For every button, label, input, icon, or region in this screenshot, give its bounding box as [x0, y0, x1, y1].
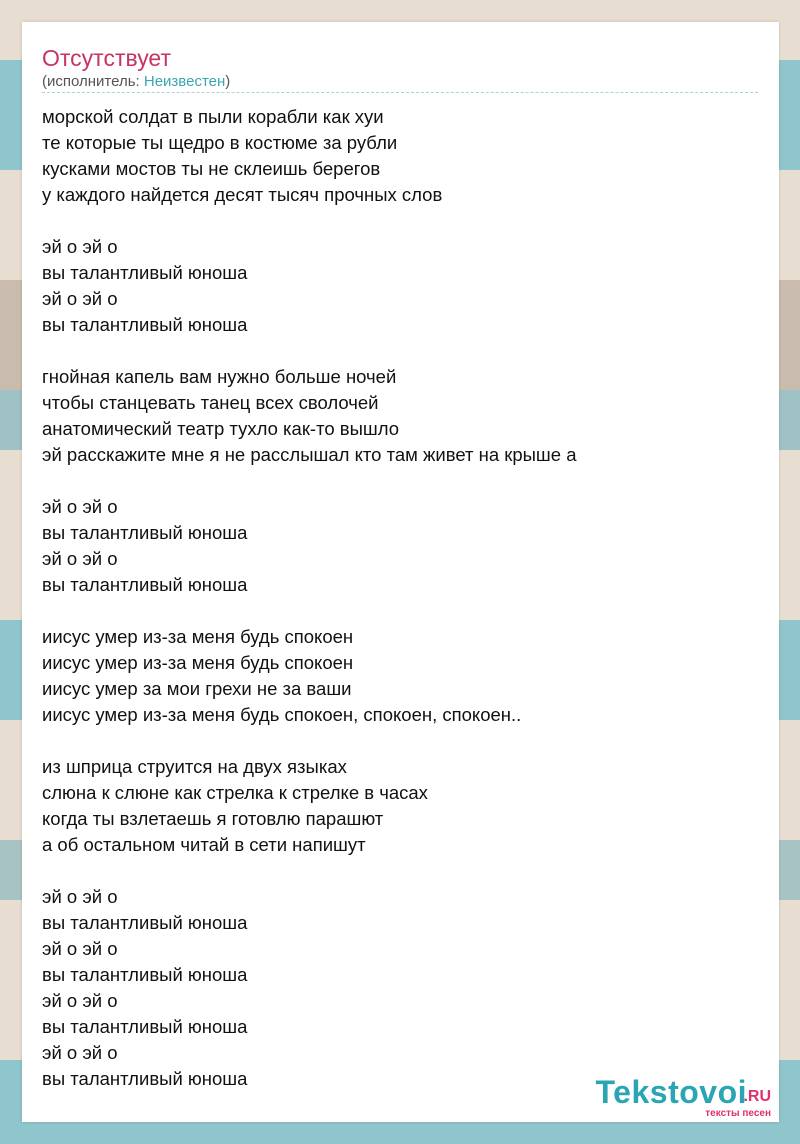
lyric-line: из шприца струится на двух языках: [42, 756, 347, 777]
artist-link[interactable]: Неизвестен: [143, 73, 226, 90]
lyric-line: эй о эй о: [42, 288, 118, 309]
lyrics-card: [22, 22, 779, 1122]
artist-line: [42, 73, 230, 91]
lyric-blank-line: [42, 598, 577, 624]
lyric-blank-line: [42, 858, 577, 884]
lyric-line: гнойная капель вам нужно больше ночей: [42, 366, 397, 387]
lyric-blank-line: [42, 468, 577, 494]
lyric-blank-line: [42, 208, 577, 234]
lyric-line: когда ты взлетаешь я готовлю парашют: [42, 808, 384, 829]
lyric-line: кусками мостов ты не склеишь берегов: [42, 158, 381, 179]
song-title: Отсутствует: [42, 45, 171, 71]
lyric-blank-line: [42, 728, 577, 754]
lyric-line: те которые ты щедро в костюме за рубли: [42, 132, 398, 153]
logo-subtitle: тексты песен: [705, 1108, 771, 1119]
lyric-line: эй о эй о: [42, 496, 118, 517]
lyric-line: вы талантливый юноша: [42, 262, 248, 283]
lyric-line: эй расскажите мне я не расслышал кто там живет на крыше а: [42, 444, 577, 465]
lyric-line: у каждого найдется десят тысяч прочных слов: [42, 184, 443, 205]
lyric-line: иисус умер из-за меня будь спокоен, спокоен, спокоен..: [42, 704, 522, 725]
lyric-line: вы талантливый юноша: [42, 1016, 248, 1037]
title-divider: [42, 92, 758, 93]
logo-tld: .RU: [743, 1088, 771, 1105]
lyric-line: вы талантливый юноша: [42, 574, 248, 595]
lyric-line: вы талантливый юноша: [42, 964, 248, 985]
site-logo[interactable]: [569, 1074, 779, 1118]
artist-suffix: ): [225, 73, 231, 90]
lyric-line: анатомический театр тухло как-то вышло: [42, 418, 400, 439]
lyric-line: чтобы станцевать танец всех сволочей: [42, 392, 379, 413]
lyric-line: эй о эй о: [42, 548, 118, 569]
lyric-line: вы талантливый юноша: [42, 1068, 248, 1089]
lyric-line: эй о эй о: [42, 990, 118, 1011]
lyric-line: эй о эй о: [42, 236, 118, 257]
logo-brand: Tekstovoi: [595, 1074, 747, 1110]
lyric-line: вы талантливый юноша: [42, 314, 248, 335]
lyric-line: иисус умер из-за меня будь спокоен: [42, 626, 354, 647]
lyric-line: эй о эй о: [42, 1042, 118, 1063]
lyric-line: эй о эй о: [42, 886, 118, 907]
artist-prefix: (исполнитель:: [42, 73, 144, 90]
lyric-line: вы талантливый юноша: [42, 912, 248, 933]
lyric-line: иисус умер за мои грехи не за ваши: [42, 678, 352, 699]
lyric-line: иисус умер из-за меня будь спокоен: [42, 652, 354, 673]
lyric-line: эй о эй о: [42, 938, 118, 959]
lyric-line: вы талантливый юноша: [42, 522, 248, 543]
lyric-line: а об остальном читай в сети напишут: [42, 834, 366, 855]
lyric-line: морской солдат в пыли корабли как хуи: [42, 106, 384, 127]
lyrics-text: [42, 104, 577, 1092]
lyric-blank-line: [42, 338, 577, 364]
lyric-line: слюна к слюне как стрелка к стрелке в часах: [42, 782, 428, 803]
